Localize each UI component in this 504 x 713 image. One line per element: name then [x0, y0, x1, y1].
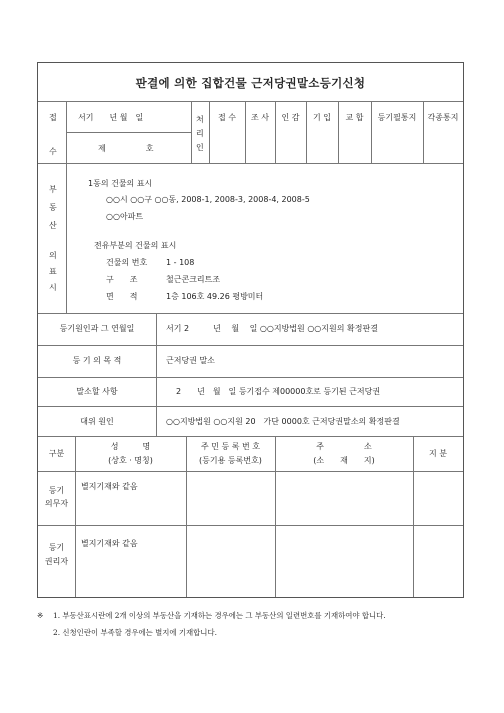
- holder-label-2: 권리자: [44, 557, 69, 566]
- building-address: ○○시 ○○구 ○○동, 2008-1, 2008-3, 2008-4, 2008-5: [106, 195, 310, 204]
- property-label: 의: [49, 251, 57, 260]
- col-division: 구분: [48, 449, 65, 458]
- divider: [38, 345, 463, 346]
- unit-heading: 전유부분의 건물의 표시: [94, 241, 177, 250]
- divider: [156, 313, 157, 436]
- processing-col: 기 입: [313, 113, 331, 122]
- divider: [413, 436, 414, 597]
- divider: [191, 101, 192, 163]
- purpose-label: 등 기 의 목 적: [72, 356, 122, 365]
- divider: [209, 101, 210, 163]
- processing-label-1: 처: [196, 115, 204, 124]
- divider: [66, 132, 191, 133]
- divider: [245, 101, 246, 163]
- area-label: 면 적: [106, 292, 138, 301]
- processing-col: 각종통지: [427, 113, 459, 122]
- processing-col: 교 합: [345, 113, 364, 122]
- receipt-label-2: 수: [49, 147, 57, 156]
- divider: [38, 406, 463, 407]
- building-name: ○○아파트: [106, 212, 144, 221]
- processing-col: 접 수: [218, 113, 236, 122]
- divider: [38, 313, 463, 314]
- processing-col: 인 감: [281, 113, 300, 122]
- col-address-sub: (소 재 지): [313, 456, 375, 465]
- divider: [306, 101, 307, 163]
- obligor-label-2: 의무자: [44, 499, 69, 508]
- col-share: 지 분: [429, 449, 447, 458]
- footnote-2: 2. 신청인란이 부족할 경우에는 별지에 기재합니다.: [53, 628, 217, 637]
- col-id: 주 민 등 록 번 호: [200, 442, 261, 451]
- divider: [38, 525, 463, 526]
- divider: [38, 163, 463, 164]
- divider: [66, 163, 67, 313]
- footnote-1: 1. 부동산표시란에 2개 이상의 부동산을 기재하는 경우에는 그 부동산의 일련번호를 기재하여야 합니다.: [53, 611, 386, 620]
- cause-label: 등기원인과 그 연월일: [59, 324, 135, 333]
- processing-col: 등기필통지: [377, 113, 417, 122]
- structure-value: 철근콘크리트조: [166, 275, 221, 284]
- property-label: 산: [49, 221, 57, 230]
- divider: [66, 101, 67, 163]
- divider: [38, 436, 463, 437]
- divider: [38, 471, 463, 472]
- divider: [38, 377, 463, 378]
- form-title: 판결에 의한 집합건물 근저당권말소등기신청: [135, 76, 366, 90]
- unit-number-label: 건물의 번호: [106, 258, 148, 267]
- col-id-sub: (등기용 등록번호): [199, 456, 262, 465]
- receipt-label-1: 접: [49, 113, 57, 122]
- cancel-value: 2 년 월 일 등기접수 제00000호로 등기된 근저당권: [176, 387, 381, 396]
- building-heading: 1동의 건물의 표시: [88, 179, 153, 188]
- processing-label-3: 인: [196, 143, 204, 152]
- property-label: 표: [49, 267, 57, 276]
- purpose-value: 근저당권 말소: [166, 356, 215, 365]
- divider: [275, 101, 276, 163]
- col-name-sub: (상호 · 명칭): [108, 456, 153, 465]
- holder-label: 등기: [48, 543, 65, 552]
- processing-label-2: 리: [196, 129, 204, 138]
- col-name: 성 명: [110, 442, 151, 451]
- obligor-value: 별지기재와 같음: [81, 482, 138, 491]
- footnote-mark: ※: [37, 611, 44, 620]
- col-address: 주 소: [316, 442, 372, 451]
- processing-col: 조 사: [251, 113, 269, 122]
- divider: [423, 101, 424, 163]
- holder-value: 별지기재와 같음: [81, 539, 138, 548]
- divider: [371, 101, 372, 163]
- property-label: 부: [49, 185, 57, 194]
- receipt-number: 제 호: [98, 144, 154, 153]
- receipt-date: 서기 년 월 일: [78, 113, 144, 122]
- divider: [338, 101, 339, 163]
- property-label: 동: [49, 203, 57, 212]
- obligor-label: 등기: [48, 486, 65, 495]
- application-form: [37, 62, 464, 598]
- subrogation-value: ○○지방법원 ○○지원 20 가단 0000호 근저당권말소의 확정판결: [166, 417, 400, 426]
- structure-label: 구 조: [106, 275, 138, 284]
- area-value: 1층 106호 49.26 평방미터: [166, 292, 264, 301]
- unit-number-value: 1 - 108: [166, 258, 195, 267]
- property-label: 시: [49, 283, 57, 292]
- cause-value: 서기 2 년 월 일 ○○지방법원 ○○지원의 확정판결: [166, 324, 378, 333]
- divider: [38, 101, 463, 102]
- cancel-label: 말소할 사항: [76, 387, 118, 396]
- subrogation-label: 대위 원인: [80, 417, 114, 426]
